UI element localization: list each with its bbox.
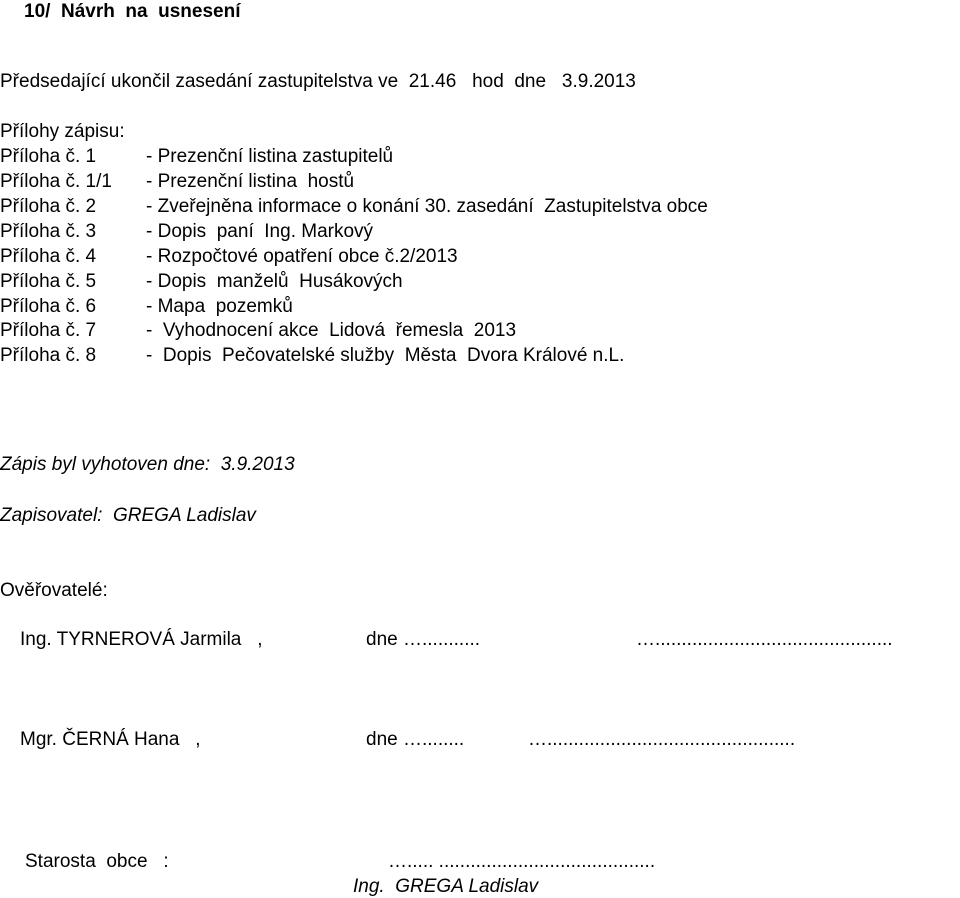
- closing-sentence: Předsedající ukončil zasedání zastupitelstva ve 21.46 hod dne 3.9.2013: [0, 71, 636, 92]
- attachment-label: Příloha č. 4: [0, 246, 97, 267]
- verifier-name: Ing. TYRNEROVÁ Jarmila ,: [20, 629, 263, 650]
- record-made-date: Zápis byl vyhotoven dne: 3.9.2013: [0, 454, 295, 475]
- verifier-date: dne …........: [366, 729, 465, 750]
- attachment-label: Příloha č. 1: [0, 146, 97, 167]
- attachment-label: Příloha č. 6: [0, 296, 97, 317]
- verifier-signature: ….............................................: [636, 629, 893, 650]
- mayor-signature-line: …..... .........................................: [388, 851, 656, 872]
- attachment-desc: - Rozpočtové opatření obce č.2/2013: [146, 246, 458, 267]
- attachment-label: Příloha č. 2: [0, 196, 97, 217]
- verifier-name: Mgr. ČERNÁ Hana ,: [20, 729, 201, 750]
- mayor-name: Ing. GREGA Ladislav: [353, 876, 539, 897]
- attachment-desc: - Dopis paní Ing. Markový: [146, 221, 374, 242]
- attachment-desc: - Prezenční listina zastupitelů: [146, 146, 394, 167]
- attachment-label: Příloha č. 7: [0, 320, 97, 341]
- mayor-label: Starosta obce :: [25, 851, 169, 872]
- attachment-desc: - Dopis manželů Husákových: [146, 271, 403, 292]
- attachment-desc: - Vyhodnocení akce Lidová řemesla 2013: [146, 320, 517, 341]
- recorder: Zapisovatel: GREGA Ladislav: [0, 505, 256, 526]
- verifier-date: dne …...........: [366, 629, 481, 650]
- attachment-label: Příloha č. 3: [0, 221, 97, 242]
- verifiers-title: Ověřovatelé:: [0, 580, 108, 601]
- verifier-signature: …...............................................: [528, 729, 796, 750]
- attachment-desc: - Mapa pozemků: [146, 296, 293, 317]
- attachments-title: Přílohy zápisu:: [0, 121, 125, 142]
- attachment-desc: - Prezenční listina hostů: [146, 171, 355, 192]
- attachment-label: Příloha č. 1/1: [0, 171, 112, 192]
- attachment-label: Příloha č. 5: [0, 271, 97, 292]
- attachment-desc: - Zveřejněna informace o konání 30. zasedání Zastupitelstva obce: [146, 196, 708, 217]
- attachment-desc: - Dopis Pečovatelské služby Města Dvora Králové n.L.: [146, 345, 625, 366]
- attachment-label: Příloha č. 8: [0, 345, 97, 366]
- section-heading: 10/ Návrh na usnesení: [24, 1, 241, 22]
